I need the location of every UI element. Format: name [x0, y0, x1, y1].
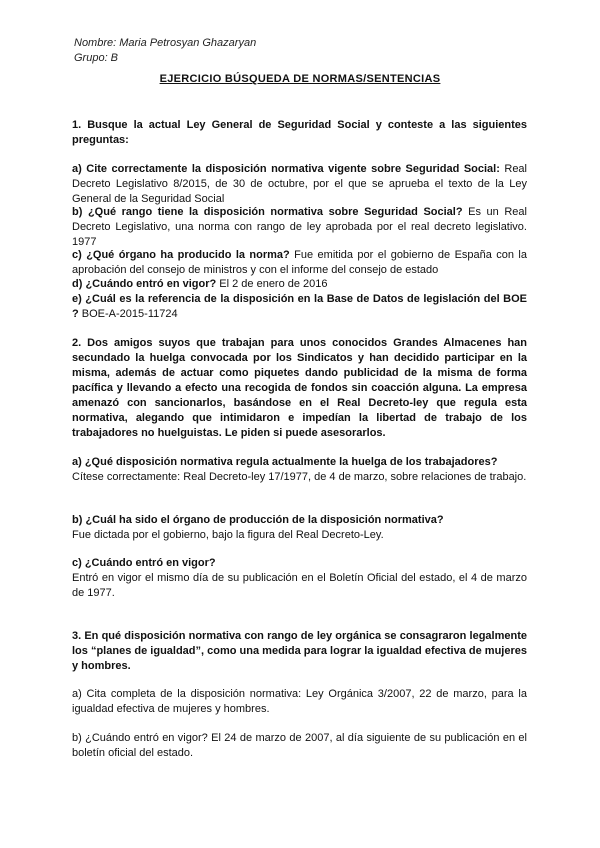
q2-a-answer: Cítese correctamente: Real Decreto-ley 17/1977, de 4 de marzo, sobre relaciones de trabajo. [72, 471, 527, 483]
q1-c-question: c) ¿Qué órgano ha producido la norma? [72, 249, 290, 261]
document-title: EJERCICIO BÚSQUEDA DE NORMAS/SENTENCIAS [159, 73, 441, 85]
q1-e-question: e) ¿Cuál es la referencia de la disposición en la Base de Datos de legislación del BOE ? [72, 293, 527, 320]
q2-b-question: b) ¿Cuál ha sido el órgano de producción de la disposición normativa? [72, 514, 444, 526]
q2-a-question: a) ¿Qué disposición normativa regula actualmente la huelga de los trabajadores? [72, 456, 498, 468]
q3-statement: 3. En qué disposición normativa con rango de ley orgánica se consagraron legalmente los “planes de igualdad”, como una medida para lograr la igualdad efectiva de mujeres y hombres. [72, 630, 527, 672]
q2-c-question: c) ¿Cuándo entró en vigor? [72, 557, 216, 569]
q2-c-answer: Entró en vigor el mismo día de su publicación en el Boletín Oficial del estado, el 4 de marzo de 1977. [72, 572, 527, 599]
q1-d [72, 277, 527, 292]
q1-d-answer: El 2 de enero de 2016 [216, 278, 328, 290]
q1-e [72, 292, 527, 322]
q3-a-answer: a) Cita completa de la disposición normativa: Ley Orgánica 3/2007, 22 de marzo, para la igualdad efectiva de mujeres y hombres. [72, 688, 527, 715]
q1-statement: 1. Busque la actual Ley General de Seguridad Social y conteste a las siguientes preguntas: [72, 119, 527, 146]
q1-b [72, 205, 527, 250]
q1-e-answer: BOE-A-2015-11724 [78, 308, 178, 320]
student-name: Nombre: Maria Petrosyan Ghazaryan [74, 37, 257, 49]
q1-c-answer: Fue emitida por el gobierno de España con la aprobación del consejo de ministros y con el informe del consejo de estado [72, 249, 527, 276]
q2-statement: 2. Dos amigos suyos que trabajan para unos conocidos Grandes Almacenes han secundado la huelga convocada por los Sindicatos y han decidido participar en la misma, además de actuar como piquetes dando publicidad de la misma de forma pacífica y llevando a efecto una recogida de fondos sin coacción alguna. La empresa amenazó con sancionarlos, basándose en el Real Decreto-ley que regula esta normativa, alegando que intimidaron e impedían la libertad de trabajo de los trabajadores no huelguistas. Le piden si puede asesorarlos. [72, 337, 527, 439]
q1-c [72, 248, 527, 278]
q1-a [72, 162, 527, 207]
q1-b-answer: Es un Real Decreto Legislativo, una norma con rango de ley aprobada por el real decreto legislativo. 1977 [72, 206, 527, 248]
q1-a-answer: Real Decreto Legislativo 8/2015, de 30 de octubre, por el que se aprueba el texto de la Ley General de la Seguridad Social [72, 163, 527, 205]
q1-d-question: d) ¿Cuándo entró en vigor? [72, 278, 217, 290]
q2-b-answer: Fue dictada por el gobierno, bajo la figura del Real Decreto-Ley. [72, 529, 384, 541]
student-group: Grupo: B [74, 52, 119, 64]
q3-b-answer: b) ¿Cuándo entró en vigor? El 24 de marzo de 2007, al día siguiente de su publicación en el boletín oficial del estado. [72, 732, 527, 759]
q1-a-question: a) Cite correctamente la disposición normativa vigente sobre Seguridad Social: [72, 163, 500, 175]
q1-b-question: b) ¿Qué rango tiene la disposición normativa sobre Seguridad Social? [72, 206, 463, 218]
